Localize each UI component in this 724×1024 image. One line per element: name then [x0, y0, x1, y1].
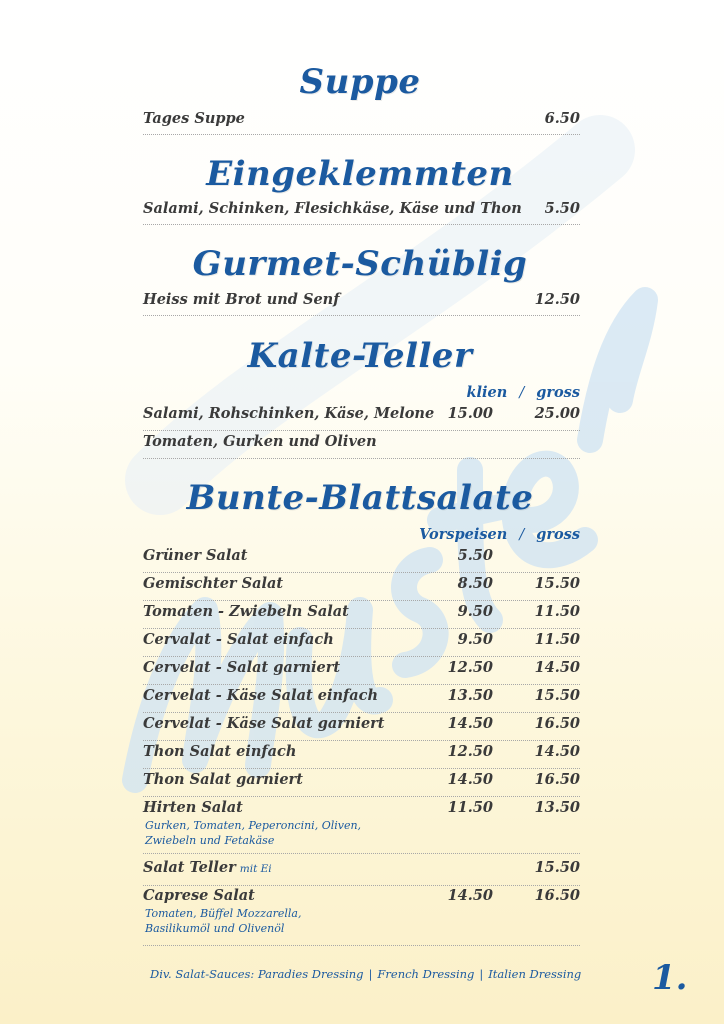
- menu-row: [143, 799, 580, 854]
- menu-row: [143, 200, 580, 225]
- item-price: 5.50: [544, 200, 580, 217]
- section-title-eingeklemmten: Eingeklemmten: [206, 154, 514, 194]
- item-name: Hirten Salat: [143, 799, 243, 816]
- menu-row: [143, 659, 580, 685]
- column-separator: /: [519, 385, 525, 401]
- menu-row: [143, 405, 580, 431]
- item-price-large: 13.50: [534, 799, 580, 816]
- item-name: Grüner Salat: [143, 547, 248, 564]
- menu-row: [143, 547, 580, 573]
- sauce-separator: |: [479, 967, 484, 981]
- item-name: Caprese Salat: [143, 887, 255, 904]
- column-label-small: Vorspeisen: [419, 526, 508, 543]
- item-price-large: 16.50: [534, 771, 580, 788]
- item-name: Tomaten, Gurken und Oliven: [143, 433, 377, 450]
- menu-row: [143, 575, 580, 601]
- column-label-small: klien: [466, 384, 508, 401]
- item-price-large: 25.00: [534, 405, 580, 422]
- sauce-item: French Dressing: [377, 967, 475, 981]
- sauce-lead: Div. Salat-Sauces:: [150, 967, 255, 981]
- column-separator: /: [519, 527, 525, 543]
- item-price-small: 14.50: [447, 887, 493, 904]
- item-name: Salami, Schinken, Flesichkäse, Käse und Thon: [143, 200, 522, 217]
- item-price-large: 14.50: [534, 743, 580, 760]
- item-note: mit Ei: [239, 863, 272, 875]
- item-description: Zwiebeln und Fetakäse: [145, 834, 275, 847]
- item-price-large: 16.50: [534, 887, 580, 904]
- item-name: Thon Salat einfach: [143, 743, 297, 760]
- item-name-text: Salat Teller: [143, 859, 236, 876]
- menu-row: [143, 631, 580, 657]
- sauce-item: Paradies Dressing: [257, 967, 364, 981]
- column-label-large: gross: [536, 526, 580, 543]
- item-price-large: 16.50: [534, 715, 580, 732]
- menu-row: [143, 743, 580, 769]
- item-description: Basilikumöl und Olivenöl: [145, 922, 285, 935]
- item-name: Salami, Rohschinken, Käse, Melone: [143, 405, 435, 422]
- item-name: Thon Salat garniert: [143, 771, 303, 788]
- item-description: Tomaten, Büffel Mozzarella,: [145, 907, 302, 920]
- section-title-schueblig: Gurmet-Schüblig: [192, 244, 528, 284]
- item-price-large: 14.50: [534, 659, 580, 676]
- menu-row: [143, 887, 580, 946]
- sauce-item: Italien Dressing: [488, 967, 582, 981]
- item-name: Tages Suppe: [143, 110, 245, 127]
- item-price-small: 15.00: [447, 405, 493, 422]
- menu-row: [143, 771, 580, 797]
- column-header-salate: [419, 526, 580, 543]
- item-price: 12.50: [534, 291, 580, 308]
- menu-row: [143, 291, 580, 316]
- item-price-large: 11.50: [534, 603, 580, 620]
- item-name: Cervelat - Käse Salat einfach: [143, 687, 379, 704]
- sauce-separator: |: [368, 967, 373, 981]
- item-price-small: 13.50: [447, 687, 493, 704]
- item-price-small: 14.50: [447, 715, 493, 732]
- menu-row: [143, 687, 580, 713]
- column-header-kalte: [466, 384, 580, 401]
- item-name: Tomaten - Zwiebeln Salat: [143, 603, 349, 620]
- item-name: [143, 859, 272, 876]
- item-price-large: 15.50: [534, 859, 580, 876]
- item-description: Gurken, Tomaten, Peperoncini, Oliven,: [145, 819, 362, 832]
- menu-row: [143, 603, 580, 629]
- page-number: 1.: [652, 958, 688, 998]
- section-title-bunte-blattsalate: Bunte-Blattsalate: [186, 478, 534, 518]
- item-name: Gemischter Salat: [143, 575, 284, 592]
- item-price-small: 8.50: [457, 575, 493, 592]
- item-price-small: 11.50: [447, 799, 493, 816]
- item-price: 6.50: [544, 110, 580, 127]
- item-price-large: 15.50: [534, 575, 580, 592]
- item-price-large: 15.50: [534, 687, 580, 704]
- item-price-small: 5.50: [457, 547, 493, 564]
- item-price-small: 12.50: [447, 743, 493, 760]
- menu-row: [143, 433, 580, 459]
- menu-row: [143, 859, 580, 886]
- menu-row: [143, 715, 580, 741]
- section-title-kalte-teller: Kalte-Teller: [247, 336, 473, 376]
- section-title-suppe: Suppe: [299, 62, 421, 102]
- item-price-small: 9.50: [457, 603, 493, 620]
- sauce-footer: [150, 967, 580, 981]
- item-price-small: 14.50: [447, 771, 493, 788]
- item-name: Cervalat - Salat einfach: [143, 631, 334, 648]
- item-name: Cervelat - Käse Salat garniert: [143, 715, 385, 732]
- menu-row: [143, 110, 580, 135]
- column-label-large: gross: [536, 384, 580, 401]
- item-price-small: 9.50: [457, 631, 493, 648]
- item-name: Cervelat - Salat garniert: [143, 659, 341, 676]
- item-name: Heiss mit Brot und Senf: [143, 291, 340, 308]
- item-price-large: 11.50: [534, 631, 580, 648]
- item-price-small: 12.50: [447, 659, 493, 676]
